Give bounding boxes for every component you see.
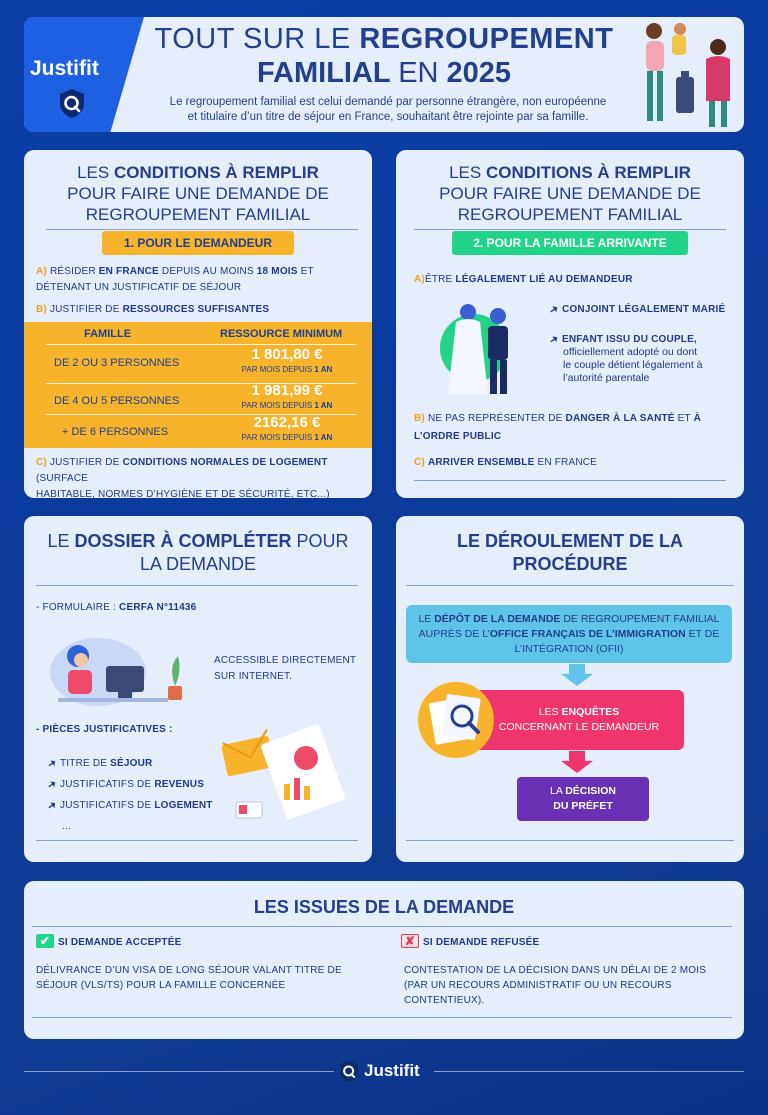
arrow-down-icon <box>561 751 593 773</box>
text: CONTENTIEUX). <box>404 995 485 1006</box>
text-bold: LÉGALEMENT LIÉ AU DEMANDEUR <box>455 274 633 285</box>
text: DEPUIS AU MOINS <box>161 266 254 277</box>
table-divider <box>46 344 356 345</box>
text-bold: À <box>693 413 702 424</box>
dossier-card <box>24 516 372 862</box>
list-item <box>48 753 213 774</box>
pieces-title: - PIÈCES JUSTIFICATIVES : <box>36 724 173 735</box>
arrow-icon <box>47 800 58 810</box>
divider <box>414 229 726 230</box>
list-item <box>48 795 213 816</box>
text-bold: SI DEMANDE REFUSÉE <box>423 937 540 948</box>
text: SUR INTERNET. <box>214 671 293 682</box>
intro-line: et titulaire d’un titre de séjour en France, souhaitant être rejointe par sa famille. <box>187 111 589 123</box>
divider <box>36 585 358 586</box>
text: DÉLIVRANCE D’UN VISA DE LONG SÉJOUR VALANT TITRE DE <box>36 965 342 976</box>
arrow-icon <box>549 334 560 344</box>
text: (PAR UN RECOURS ADMINISTRATIF OU UN RECOURS <box>404 980 672 991</box>
text-bold: DANGER À LA SANTÉ <box>565 413 675 424</box>
text: LES <box>538 706 559 718</box>
page-title-line2 <box>144 57 624 90</box>
title-light: POUR <box>296 531 349 551</box>
title-line: REGROUPEMENT FAMILIAL <box>457 205 683 224</box>
page-title-line1 <box>144 23 624 56</box>
text: le couple détient légalement à <box>563 359 703 371</box>
text-bold: SI DEMANDE ACCEPTÉE <box>58 937 182 948</box>
cell-famille: + DE 6 PERSONNES <box>62 426 169 438</box>
text: ET <box>300 266 314 277</box>
wedding-couple-illustration <box>426 302 536 398</box>
form-line: - FORMULAIRE : CERFA N°11436 <box>36 602 197 613</box>
text-bold: DU PRÉFET <box>553 800 613 812</box>
accepted-label <box>36 934 181 948</box>
text: LE <box>418 612 432 625</box>
text-bold: DÉCISION <box>565 785 616 797</box>
justifit-logo[interactable]: Justifit <box>30 57 99 80</box>
table-row <box>24 416 372 448</box>
divider <box>32 926 732 927</box>
text-bold: L’ORDRE PUBLIC <box>414 431 502 442</box>
section-title <box>24 530 372 576</box>
text: JUSTIFIER DE <box>49 457 120 468</box>
text: RÉSIDER <box>49 266 96 277</box>
text-bold: DÉPÔT DE LA DEMANDE <box>434 612 561 625</box>
investigation-illustration <box>416 680 496 760</box>
col-header-famille: FAMILLE <box>84 328 132 340</box>
title-line: LA DEMANDE <box>139 554 257 574</box>
title-bold: CONDITIONS À REMPLIR <box>485 163 691 182</box>
text: officiellement adopté ou dont <box>563 346 698 358</box>
step-decision <box>517 777 649 821</box>
title-line: POUR FAIRE UNE DEMANDE DE <box>67 184 329 203</box>
pieces-list <box>48 753 213 837</box>
text: ET DE <box>688 627 720 640</box>
letter: A) <box>36 266 47 277</box>
letter: B) <box>36 304 47 315</box>
title-light: LES <box>449 163 482 182</box>
text-bold: ENFANT ISSU DU COUPLE, <box>562 334 697 345</box>
title-bold: FAMILIAL <box>256 57 391 89</box>
title-line: POUR FAIRE UNE DEMANDE DE <box>439 184 701 203</box>
divider <box>46 229 358 230</box>
cell-per-bold: 1 AN <box>314 365 333 374</box>
computer-user-illustration <box>48 626 198 708</box>
badge-famille: 2. POUR LA FAMILLE ARRIVANTE <box>452 231 688 255</box>
letter: A) <box>414 274 425 285</box>
intro-text <box>128 95 648 125</box>
divider <box>406 585 734 586</box>
text: ACCESSIBLE DIRECTEMENT <box>214 655 357 666</box>
footer-line <box>434 1071 744 1072</box>
text: EN FRANCE <box>537 457 598 468</box>
text: JUSTIFIER DE <box>49 304 120 315</box>
col-header-ressource: RESSOURCE MINIMUM <box>220 328 343 340</box>
step-enquetes <box>474 690 684 750</box>
text-bold: PIÈCES JUSTIFICATIVES : <box>42 724 173 735</box>
footer-line <box>24 1071 334 1072</box>
refused-text <box>404 963 706 1008</box>
text-bold: CONJOINT LÉGALEMENT MARIÉ <box>562 304 726 315</box>
text: ÊTRE <box>424 274 453 285</box>
family-illustration <box>632 17 744 132</box>
letter: B) <box>414 413 425 424</box>
text: CONTESTATION DE LA DÉCISION DANS UN DÉLAI DE 2 MOIS <box>404 965 707 976</box>
text: FORMULAIRE : <box>42 602 117 613</box>
cell-famille: DE 4 OU 5 PERSONNES <box>54 395 180 407</box>
title-light: EN <box>398 57 439 89</box>
text: ET <box>677 413 691 424</box>
cross-icon: ✘ <box>401 934 419 948</box>
title-line: REGROUPEMENT FAMILIAL <box>85 205 311 224</box>
text-bold: LOGEMENT <box>154 800 213 811</box>
text-bold: CERFA N°11436 <box>119 602 197 613</box>
divider <box>406 840 734 841</box>
list-item <box>48 774 213 795</box>
issues-card <box>24 881 744 1039</box>
text: (SURFACE <box>36 473 89 484</box>
divider <box>36 840 358 841</box>
cell-per: PAR MOIS DEPUIS <box>241 433 313 442</box>
section-title: LES ISSUES DE LA DEMANDE <box>253 897 515 917</box>
title-year: 2025 <box>446 57 512 89</box>
arrow-down-icon <box>561 664 593 686</box>
cell-per-bold: 1 AN <box>314 401 333 410</box>
text: SÉJOUR (VLS/TS) POUR LA FAMILLE CONCERNÉE <box>36 980 286 991</box>
cell-per: PAR MOIS DEPUIS <box>241 365 313 374</box>
famille-item <box>550 304 725 315</box>
text-bold: ARRIVER ENSEMBLE <box>427 457 535 468</box>
text: HABITABLE, NORMES D’HYGIÈNE ET DE SÉCURITÉ, ETC...) <box>36 489 330 500</box>
cell-montant: 2162,16 € <box>253 414 321 431</box>
text: L’INTÉGRATION (OFII) <box>514 642 624 655</box>
condition-b <box>414 410 734 446</box>
procedure-card <box>396 516 744 862</box>
title-light: TOUT SUR LE <box>154 23 351 55</box>
step-depot <box>406 605 732 663</box>
text: JUSTIFICATIFS DE <box>60 779 152 790</box>
footer-logo[interactable]: Justifit <box>364 1061 420 1080</box>
divider <box>32 1017 732 1018</box>
accepted-text <box>36 963 342 993</box>
text: AUPRÈS DE L’ <box>418 627 490 640</box>
cell-per-bold: 1 AN <box>314 433 333 442</box>
arrow-icon <box>549 304 560 314</box>
text: NE PAS REPRÉSENTER DE <box>427 413 563 424</box>
title-line: LE DÉROULEMENT DE LA <box>456 531 683 551</box>
badge-demandeur: 1. POUR LE DEMANDEUR <box>102 231 294 255</box>
title-bold: REGROUPEMENT <box>359 23 614 55</box>
condition-c <box>36 455 366 503</box>
text-bold: 18 MOIS <box>256 266 298 277</box>
cell-montant: 1 801,80 € <box>251 346 323 363</box>
accessible-text <box>214 653 356 685</box>
text-bold: OFFICE FRANÇAIS DE L’IMMIGRATION <box>489 627 686 640</box>
text: LA <box>550 785 563 797</box>
conditions-famille-card <box>396 150 744 498</box>
shield-icon <box>337 1058 361 1084</box>
condition-b <box>36 304 366 315</box>
section-title <box>396 530 744 576</box>
cell-montant: 1 981,99 € <box>251 382 323 399</box>
text: JUSTIFICATIFS DE <box>60 800 152 811</box>
text-bold: EN FRANCE <box>98 266 159 277</box>
intro-line: Le regroupement familial est celui demandé par personne étrangère, non européenne <box>169 96 607 108</box>
header-banner <box>24 17 744 132</box>
condition-a <box>36 264 366 296</box>
arrow-icon <box>47 779 58 789</box>
text: ... <box>62 821 71 832</box>
famille-item <box>550 333 740 385</box>
refused-label <box>401 934 539 948</box>
text: DE REGROUPEMENT FAMILIAL <box>563 612 720 625</box>
shield-icon <box>56 87 88 119</box>
table-row <box>24 346 372 382</box>
cell-famille: DE 2 OU 3 PERSONNES <box>54 357 180 369</box>
title-light: LES <box>77 163 110 182</box>
title-bold: DOSSIER À COMPLÉTER <box>74 531 292 551</box>
check-icon: ✔ <box>36 934 54 948</box>
section-title <box>396 162 744 225</box>
letter: C) <box>414 457 425 468</box>
title-line: PROCÉDURE <box>512 554 628 574</box>
text-bold: CONDITIONS NORMALES DE LOGEMENT <box>122 457 328 468</box>
text: CONCERNANT LE DEMANDEUR <box>498 721 660 733</box>
title-light: LE <box>47 531 70 551</box>
title-bold: CONDITIONS À REMPLIR <box>113 163 319 182</box>
text: l’autorité parentale <box>563 372 650 384</box>
resources-table <box>24 322 372 448</box>
text-bold: ENQUÊTES <box>561 706 620 718</box>
text-bold: RESSOURCES SUFFISANTES <box>122 304 270 315</box>
documents-illustration <box>220 724 350 834</box>
text-bold: SÉJOUR <box>110 758 153 769</box>
section-title <box>24 162 372 225</box>
text-bold: REVENUS <box>154 779 205 790</box>
arrow-icon <box>47 758 58 768</box>
condition-a <box>414 274 633 285</box>
letter: C) <box>36 457 47 468</box>
text: DÉTENANT UN JUSTIFICATIF DE SÉJOUR <box>36 282 242 293</box>
divider <box>414 480 726 481</box>
text: TITRE DE <box>60 758 108 769</box>
condition-c <box>414 457 597 468</box>
cell-per: PAR MOIS DEPUIS <box>241 401 313 410</box>
